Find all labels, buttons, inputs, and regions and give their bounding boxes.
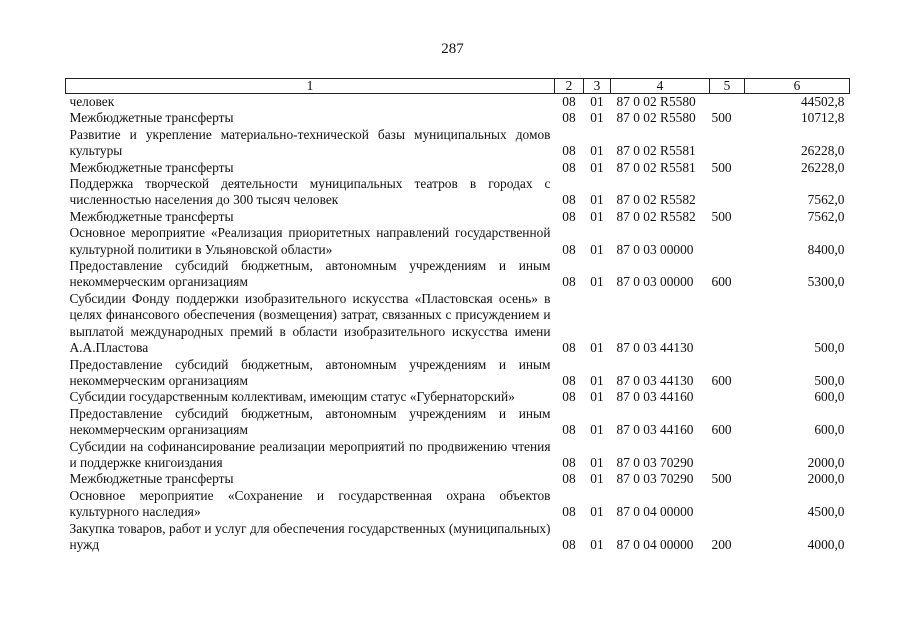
row-amount: 2000,0 bbox=[807, 454, 845, 470]
row-subsection: 01 bbox=[590, 504, 604, 520]
table-body bbox=[66, 94, 850, 554]
row-expense-type: 600 bbox=[711, 422, 732, 438]
row-name: Предоставление субсидий бюджетным, автономным учреждениям и иным некоммерческим организациям bbox=[69, 258, 551, 290]
row-section: 08 bbox=[562, 471, 576, 487]
row-subsection: 01 bbox=[590, 536, 604, 552]
table-row bbox=[66, 160, 850, 176]
row-amount: 8400,0 bbox=[807, 241, 845, 257]
row-target-code: 87 0 03 44130 bbox=[616, 340, 694, 356]
row-subsection: 01 bbox=[590, 110, 604, 126]
row-amount: 600,0 bbox=[814, 422, 845, 438]
row-section: 08 bbox=[562, 110, 576, 126]
row-amount: 10712,8 bbox=[800, 110, 845, 126]
row-amount: 4500,0 bbox=[807, 504, 845, 520]
row-section: 08 bbox=[562, 389, 576, 405]
row-expense-type: 200 bbox=[711, 536, 732, 552]
row-expense-type: 500 bbox=[711, 159, 732, 175]
table-row bbox=[66, 439, 850, 472]
row-expense-type bbox=[710, 225, 745, 258]
row-target-code: 87 0 04 00000 bbox=[616, 536, 694, 552]
row-subsection: 01 bbox=[590, 274, 604, 290]
header-col-4: 4 bbox=[611, 79, 710, 94]
row-target-code: 87 0 02 R5582 bbox=[616, 208, 696, 224]
row-subsection: 01 bbox=[590, 192, 604, 208]
table-row bbox=[66, 110, 850, 126]
table-row bbox=[66, 176, 850, 209]
row-section: 08 bbox=[562, 159, 576, 175]
row-expense-type bbox=[710, 94, 745, 111]
header-col-6: 6 bbox=[745, 79, 850, 94]
row-target-code: 87 0 03 00000 bbox=[616, 274, 694, 290]
table-row bbox=[66, 357, 850, 390]
row-subsection: 01 bbox=[590, 422, 604, 438]
header-col-3: 3 bbox=[584, 79, 611, 94]
row-section: 08 bbox=[562, 372, 576, 388]
row-expense-type bbox=[710, 488, 745, 521]
table-row bbox=[66, 127, 850, 160]
row-name: человек bbox=[69, 94, 115, 109]
row-section: 08 bbox=[562, 340, 576, 356]
row-section: 08 bbox=[562, 274, 576, 290]
row-expense-type bbox=[710, 389, 745, 405]
row-name: Межбюджетные трансферты bbox=[69, 159, 234, 175]
row-subsection: 01 bbox=[590, 143, 604, 159]
row-amount: 600,0 bbox=[814, 389, 845, 405]
row-name: Субсидии на софинансирование реализации мероприятий по продвижению чтения и поддержке книгоиздания bbox=[69, 438, 551, 470]
row-name: Предоставление субсидий бюджетным, автономным учреждениям и иным некоммерческим организациям bbox=[69, 356, 551, 388]
row-target-code: 87 0 03 70290 bbox=[616, 454, 694, 470]
row-section: 08 bbox=[562, 241, 576, 257]
row-name: Межбюджетные трансферты bbox=[69, 110, 234, 126]
row-subsection: 01 bbox=[590, 454, 604, 470]
row-subsection: 01 bbox=[590, 94, 604, 109]
row-section: 08 bbox=[562, 143, 576, 159]
row-section: 08 bbox=[562, 536, 576, 552]
row-subsection: 01 bbox=[590, 372, 604, 388]
row-amount: 7562,0 bbox=[807, 208, 845, 224]
table-row bbox=[66, 258, 850, 291]
row-section: 08 bbox=[562, 208, 576, 224]
row-subsection: 01 bbox=[590, 159, 604, 175]
row-expense-type bbox=[710, 291, 745, 357]
row-amount: 26228,0 bbox=[800, 143, 845, 159]
row-name: Основное мероприятие «Сохранение и государственная охрана объектов культурного наследия» bbox=[69, 487, 551, 520]
row-amount: 500,0 bbox=[814, 372, 845, 388]
row-name: Субсидии государственным коллективам, имеющим статус «Губернаторский» bbox=[69, 389, 515, 405]
table-row bbox=[66, 94, 850, 111]
table-row bbox=[66, 291, 850, 357]
row-target-code: 87 0 02 R5580 bbox=[616, 94, 696, 109]
table-row bbox=[66, 406, 850, 439]
row-amount: 2000,0 bbox=[807, 471, 845, 487]
row-target-code: 87 0 03 70290 bbox=[616, 471, 694, 487]
row-expense-type bbox=[710, 439, 745, 472]
page-number: 287 bbox=[441, 41, 464, 57]
header-col-1: 1 bbox=[66, 79, 555, 94]
row-section: 08 bbox=[562, 94, 576, 109]
row-amount: 500,0 bbox=[814, 340, 845, 356]
row-target-code: 87 0 03 00000 bbox=[616, 241, 694, 257]
row-target-code: 87 0 03 44160 bbox=[616, 389, 694, 405]
row-name: Закупка товаров, работ и услуг для обеспечения государственных (муниципальных) нужд bbox=[69, 520, 551, 552]
row-section: 08 bbox=[562, 454, 576, 470]
header-col-5: 5 bbox=[710, 79, 745, 94]
row-target-code: 87 0 02 R5581 bbox=[616, 159, 696, 175]
table-row bbox=[66, 471, 850, 487]
row-subsection: 01 bbox=[590, 241, 604, 257]
row-name: Субсидии Фонду поддержки изобразительного искусства «Пластовская осень» в целях финансового обеспечения (возмещения) затрат, связанных с присуждением и выплатой международных премий в области изобразительного искусства имени А.А.Пластова bbox=[69, 290, 551, 356]
row-section: 08 bbox=[562, 422, 576, 438]
row-expense-type: 500 bbox=[711, 471, 732, 487]
row-subsection: 01 bbox=[590, 340, 604, 356]
table-row bbox=[66, 389, 850, 405]
row-name: Межбюджетные трансферты bbox=[69, 208, 234, 224]
budget-table bbox=[65, 78, 850, 553]
header-row bbox=[66, 79, 850, 94]
row-section: 08 bbox=[562, 192, 576, 208]
table-header bbox=[66, 79, 850, 94]
row-target-code: 87 0 02 R5582 bbox=[616, 192, 696, 208]
row-amount: 4000,0 bbox=[807, 536, 845, 552]
row-name: Основное мероприятие «Реализация приоритетных направлений государственной культурной политики в Ульяновской области» bbox=[69, 225, 551, 257]
table-row bbox=[66, 521, 850, 554]
row-section: 08 bbox=[562, 504, 576, 520]
row-expense-type: 500 bbox=[711, 110, 732, 126]
header-col-2: 2 bbox=[555, 79, 584, 94]
row-name: Поддержка творческой деятельности муниципальных театров в городах с численностью населения до 300 тысяч человек bbox=[69, 176, 551, 208]
row-expense-type: 600 bbox=[711, 274, 732, 290]
row-subsection: 01 bbox=[590, 208, 604, 224]
row-target-code: 87 0 02 R5580 bbox=[616, 110, 696, 126]
row-expense-type: 600 bbox=[711, 372, 732, 388]
row-subsection: 01 bbox=[590, 389, 604, 405]
row-name: Межбюджетные трансферты bbox=[69, 471, 234, 487]
row-expense-type bbox=[710, 127, 745, 160]
table-row bbox=[66, 488, 850, 521]
row-subsection: 01 bbox=[590, 471, 604, 487]
row-amount: 44502,8 bbox=[800, 94, 845, 109]
row-expense-type bbox=[710, 176, 745, 209]
row-name: Предоставление субсидий бюджетным, автономным учреждениям и иным некоммерческим организациям bbox=[69, 405, 551, 438]
row-target-code: 87 0 04 00000 bbox=[616, 504, 694, 520]
row-amount: 5300,0 bbox=[807, 274, 845, 290]
table-row bbox=[66, 225, 850, 258]
row-expense-type: 500 bbox=[711, 208, 732, 224]
row-amount: 26228,0 bbox=[800, 159, 845, 175]
row-name: Развитие и укрепление материально-технической базы муниципальных домов культуры bbox=[69, 126, 551, 159]
row-amount: 7562,0 bbox=[807, 192, 845, 208]
table-row bbox=[66, 209, 850, 225]
row-target-code: 87 0 03 44160 bbox=[616, 422, 694, 438]
row-target-code: 87 0 03 44130 bbox=[616, 372, 694, 388]
row-target-code: 87 0 02 R5581 bbox=[616, 143, 696, 159]
